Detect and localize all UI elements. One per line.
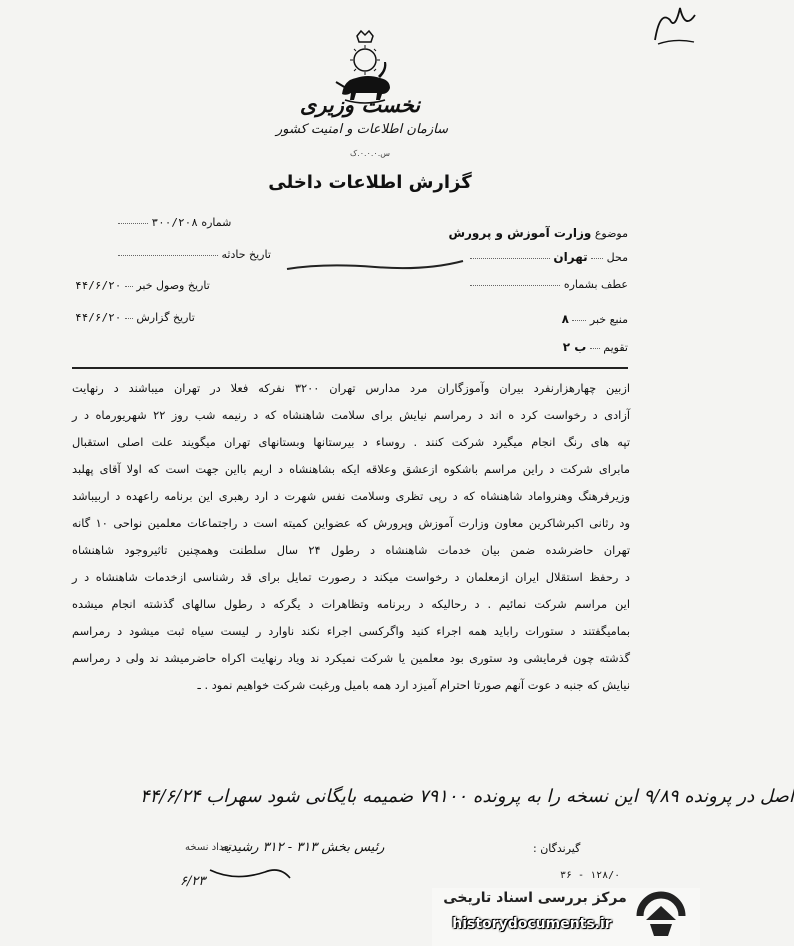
body-line: وزیرفرهنگ وهنرواماد شاهنشاه که د رپی تظری وسلامت نفس شهرت د ارد رهبری این برنامه راعهده د اربیباشد <box>72 489 630 503</box>
evaluation-value: ب ۲ <box>562 340 587 354</box>
number-label: شماره <box>201 216 232 229</box>
number-value: ۳۰۰/۲۰۸ <box>151 216 198 229</box>
body-line: تپه های رنگ انجام میگیرد شرکت کنند . روساء د بیرستانها وبستانهای تهران میگویند علت اصلی استقبال <box>72 435 630 449</box>
subject-row <box>448 226 628 240</box>
number-row <box>118 216 231 229</box>
report-date-label: تاریخ گزارش <box>136 311 195 324</box>
news-date-label: تاریخ وصول خبر <box>136 279 210 292</box>
archive-logo-icon <box>632 890 690 942</box>
form-code: ۳۶ - ۱۲۸/۰ <box>560 870 621 881</box>
organization-name: سازمان اطلاعات و امنیت کشور <box>275 122 449 137</box>
body-line: بماميگفتند د ستورات راباید همه اجراء کنید واگرکسی اجراء نکند ناوارد ر لیست سیاه ثبت میشود د رمراسم <box>72 624 630 638</box>
reference-label: عطف بشماره <box>563 278 628 291</box>
signature-icon <box>650 0 700 50</box>
subject-value: وزارت آموزش و پرورش <box>448 226 592 240</box>
prime-ministry-heading: نخست وزیری <box>299 92 421 117</box>
body-line: ازبین چهارهزارنفرد بیران وآموزگاران مرد مدارس تهران ۳۲۰۰ نفرکه فعلا در تهران میباشند د رنهایت <box>72 381 630 395</box>
evaluation-label: تقویم <box>603 341 628 354</box>
watermark-name: مرکز بررسی اسناد تاریخی <box>443 890 627 906</box>
place-value: تهران <box>553 250 588 264</box>
reference-row <box>470 278 628 291</box>
news-date-row <box>75 279 210 292</box>
subject-label: موضوع <box>594 227 628 240</box>
header-divider <box>72 367 628 369</box>
body-line: گذشته چون فرمایشی ود ستوری بود معلمین یا شرکت نمیکرد ند ویاد رنهایت اکراه حاضرمیشد ند ولی د رمراسم <box>72 651 630 665</box>
body-line: آزادی د رخواست کرد ه اند د رمراسم نیایش برای سلامت شاهنشاه که د رنیمه شب روز ۲۲ شهریورماه د ر <box>72 408 630 422</box>
evaluation-row <box>563 340 628 354</box>
source-row <box>562 312 628 326</box>
watermark-url: historydocuments.ir <box>452 916 612 932</box>
source-value: ۸ <box>561 312 569 326</box>
copy-count-label: تعداد نسخه <box>185 842 232 853</box>
body-line: تهران حاضرشده ضمن بیان خدمات شاهنشاه د رطول ۲۴ سال سلطنت وهمچنین تاثیروجود شاهنشاه <box>72 543 630 557</box>
body-line: ود رثانی اکبرشاکرین معاون وزارت آموزش وپرورش که عضواین کمیته است د راجتماعات معلمین نواحی ۱۰ گانه <box>72 516 631 530</box>
news-date-value: ۴۴/۶/۲۰ <box>75 279 122 292</box>
body-line: نیایش که جنبه د عوت آنهم صورتا احترام آمیزد ارد همه بامیل ورغبت شرکت خواهیم نمود . ـ <box>197 678 630 692</box>
place-label: محل <box>606 251 628 264</box>
body-line: مابرای شرکت د راین مراسم باشکوه ازعشق وعلاقه ایکه بشاهنشاه د اریم بااین جهت است که اولا آقای پهلبد <box>72 462 630 476</box>
body-line: د رحفظ استقلال ایران ازمعلمان د رخواست میکند د رصورت تمایل برای قد رشناسی ازخدمات شاهنشاه د ر <box>72 570 630 584</box>
report-title: گزارش اطلاعات داخلی <box>268 172 472 193</box>
report-date-value: ۴۴/۶/۲۰ <box>75 311 122 324</box>
recipients-label: گیرندگان : <box>533 842 581 855</box>
source-label: منبع خبر <box>589 313 628 326</box>
body-line: این مراسم شرکت نمائیم . د رحالیکه د ربرنامه وتظاهرات د یگرکه د رطول سالهای گذشته انجام میشده <box>72 597 630 611</box>
handwritten-distribution-note: رئیس بخش ۳۱۳ - ۳۱۲ رشیدیه <box>220 840 385 855</box>
scribble-mark-icon <box>285 255 465 275</box>
report-date-row <box>75 311 195 324</box>
report-body <box>72 375 630 699</box>
incident-date-label: تاریخ حادثه <box>221 248 271 261</box>
incident-date-row <box>118 248 271 261</box>
handwritten-mark-icon <box>205 860 295 890</box>
handwritten-initials-date: ۶/۲۳ <box>180 874 206 889</box>
classification-code: س.۰.۰.۰.ک <box>350 149 390 158</box>
place-row <box>470 250 628 264</box>
handwritten-filing-annotation: اصل در پرونده ۹/۸۹ این نسخه را به پرونده ۷۹۱۰۰ ضمیمه بایگانی شود سهراب ۴۴/۶/۲۴ <box>140 786 794 807</box>
